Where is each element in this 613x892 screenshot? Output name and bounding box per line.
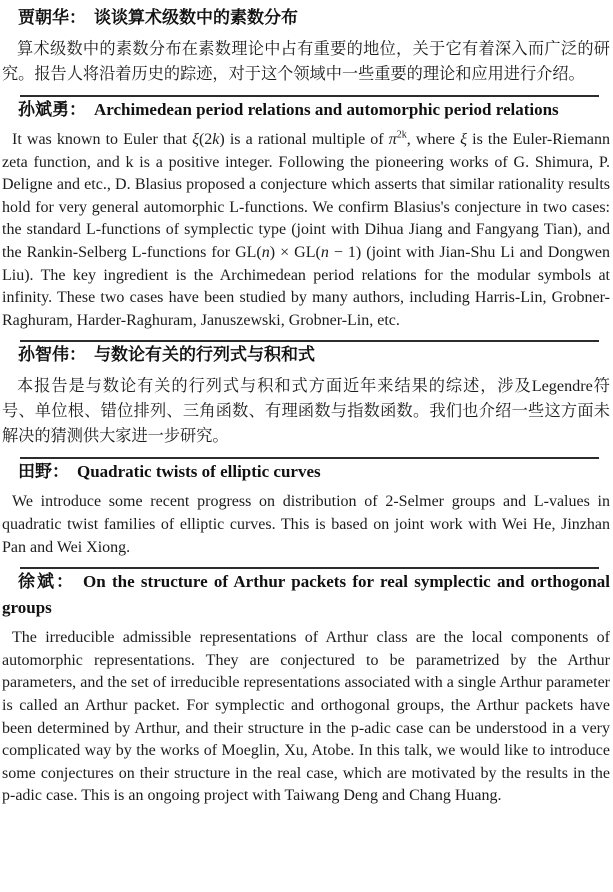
talk-title: 与数论有关的行列式与积和式 xyxy=(94,345,315,365)
talk-title: Archimedean period relations and automorphic period relations xyxy=(94,100,559,119)
section-heading xyxy=(2,97,610,123)
heading-colon: ： xyxy=(52,462,69,482)
speaker-name: 贾朝华 xyxy=(18,8,69,27)
speaker-name: 田野 xyxy=(18,462,52,482)
abstract-section-tian-ye xyxy=(2,459,610,559)
speaker-name: 孙智伟 xyxy=(18,345,69,365)
abstract-text: The irreducible admissible representations of Arthur class are the local components of automorphic representations. They are conjectured to be parametrized by the Arthur parameters, and the set of irreducible representations associated with a single Arthur parameter is called an Arthur packet. For symplectic and orthogonal groups, the Arthur packets have been determined by Arthur, and their structure in the p-adic case can be understood in a very complicated way by the works of Moeglin, Xu, Atobe. In this talk, we would like to introduce some conjectures on their structure in the real case, which are motivated by the results in the p-adic case. This is an ongoing project with Taiwang Deng and Chang Huang. xyxy=(2,629,610,805)
section-heading xyxy=(2,342,610,368)
section-heading xyxy=(2,5,610,31)
abstract-section-jia-zhaohua xyxy=(2,5,610,87)
abstract-section-sun-zhiwei xyxy=(2,342,610,449)
heading-colon: ： xyxy=(56,572,76,592)
speaker-name: 徐斌 xyxy=(18,572,57,592)
heading-colon: ： xyxy=(69,345,86,365)
talk-title: 谈谈算术级数中的素数分布 xyxy=(94,8,298,27)
abstract-text: 算术级数中的素数分布在素数理论中占有重要的地位，关于它有着深入而广泛的研究。报告人将沿着历史的踪迹，对于这个领域中一些重要的理论和应用进行介绍。 xyxy=(2,40,610,83)
speaker-name: 孙斌勇 xyxy=(18,100,69,119)
abstract-text: We introduce some recent progress on distribution of 2-Selmer groups and L-values in quadratic twist families of elliptic curves. This is based on joint work with Wei He, Jinzhan Pan and Wei Xiong. xyxy=(2,493,610,556)
talk-title: Quadratic twists of elliptic curves xyxy=(77,462,321,482)
abstract-text: 本报告是与数论有关的行列式与积和式方面近年来结果的综述，涉及Legendre符号、单位根、错位排列、三角函数、有理函数与指数函数。我们也介绍一些这方面未解决的猜测供大家进一步研究。 xyxy=(2,377,610,446)
talk-title: On the structure of Arthur packets for real symplectic and orthogonal groups xyxy=(2,572,610,618)
abstract-section-sun-binyong xyxy=(2,97,610,332)
heading-colon: ： xyxy=(69,100,86,119)
section-heading xyxy=(2,459,610,485)
abstract-text: It was known to Euler that ξ(2k) is a rational multiple of $\pi^{2k}$, where ξ is the Euler-Riemann zeta function, and k is a positive integer. Following the pioneering works of G. Shimura, P. Deligne and etc., D. Blasius proposed a conjecture which asserts that similar rationality results hold for very general automorphic L-functions. We confirm Blasius's conjecture in two cases: the standard L-functions of symplectic type (joint with Dihua Jiang and Fangyang Tian), and the Rankin-Selberg L-functions for GL(n) × GL(n − 1) (joint with Jian-Shu Li and Dongwen Liu). The key ingredient is the Archimedean period relations for the modular symbols at infinity. These two cases have been studied by many authors, including Harris-Lin, Grobner-Raghuram, Harder-Raghuram, Januszewski, Grobner-Lin, etc. xyxy=(2,129,611,329)
abstract-section-xu-bin xyxy=(2,569,610,808)
heading-colon: ： xyxy=(69,8,86,27)
section-heading xyxy=(2,569,610,621)
